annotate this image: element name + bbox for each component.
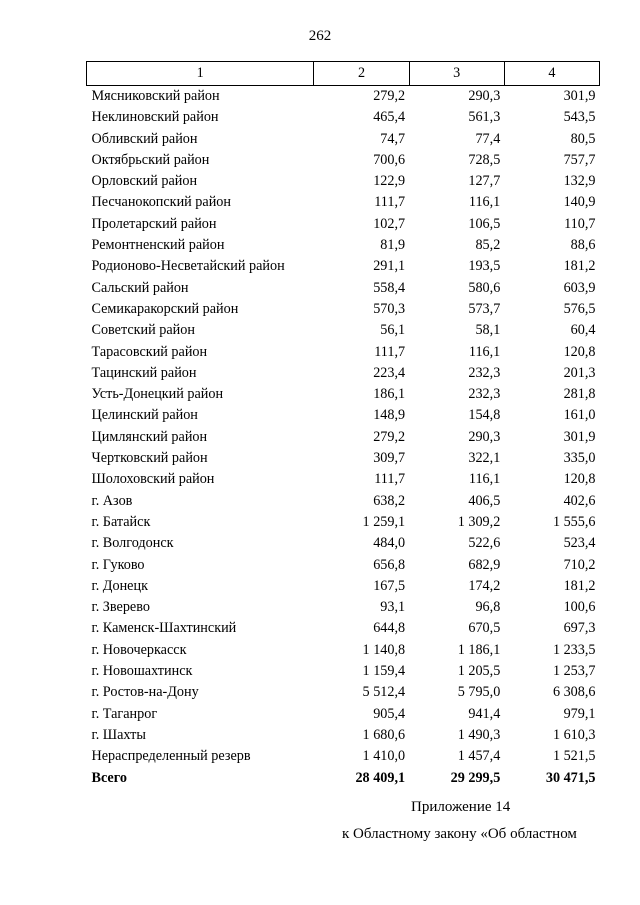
row-name: Цимлянский район (91, 428, 208, 445)
row-value-col-3: 96,8 (475, 599, 501, 616)
row-value-col-4: 181,2 (563, 258, 596, 275)
row-value-col-2: 279,2 (373, 428, 406, 445)
total-value-col-2: 28 409,1 (355, 769, 406, 786)
row-value-col-2: 74,7 (380, 130, 406, 147)
row-name: г. Донецк (91, 577, 148, 594)
row-value-col-3: 106,5 (468, 215, 501, 232)
table-row (87, 597, 600, 618)
table-row (87, 512, 600, 533)
row-value-col-3: 232,3 (468, 386, 501, 403)
row-value-col-2: 279,2 (373, 88, 406, 104)
table-row (87, 491, 600, 512)
table-row (87, 256, 600, 277)
row-name: Тацинский район (91, 364, 197, 381)
row-value-col-3: 561,3 (468, 109, 501, 126)
row-value-col-4: 301,9 (563, 88, 596, 104)
table-row (87, 427, 600, 448)
row-value-col-3: 728,5 (468, 151, 501, 168)
row-name: г. Новошахтинск (91, 663, 193, 680)
row-name: г. Батайск (91, 513, 151, 530)
row-name: г. Зверево (91, 599, 150, 616)
row-name: Тарасовский район (91, 343, 208, 360)
table-row (87, 448, 600, 469)
row-value-col-3: 670,5 (468, 620, 501, 637)
row-value-col-4: 301,9 (563, 428, 596, 445)
header-col-4: 4 (504, 62, 599, 86)
row-value-col-2: 93,1 (380, 599, 406, 616)
row-value-col-4: 60,4 (570, 322, 596, 339)
row-value-col-2: 1 410,0 (362, 748, 406, 765)
row-name: Советский район (91, 322, 195, 339)
row-value-col-2: 1 140,8 (362, 641, 406, 658)
row-value-col-2: 656,8 (373, 556, 406, 573)
row-name: г. Новочеркасск (91, 641, 187, 658)
row-value-col-4: 6 308,6 (552, 684, 596, 701)
table-row (87, 618, 600, 639)
row-value-col-3: 232,3 (468, 364, 501, 381)
row-value-col-3: 116,1 (468, 194, 501, 211)
row-value-col-4: 1 253,7 (552, 663, 596, 680)
row-value-col-2: 5 512,4 (362, 684, 406, 701)
table-row (87, 171, 600, 192)
table-row (87, 725, 600, 746)
row-value-col-3: 116,1 (468, 343, 501, 360)
row-value-col-2: 111,7 (374, 471, 406, 488)
row-name: Целинский район (91, 407, 198, 424)
row-name: г. Таганрог (91, 705, 158, 722)
row-value-col-4: 1 610,3 (552, 726, 596, 743)
row-value-col-2: 111,7 (374, 343, 406, 360)
row-value-col-2: 638,2 (373, 492, 406, 509)
row-value-col-2: 167,5 (373, 577, 406, 594)
row-name: Чертковский район (91, 450, 208, 467)
row-value-col-3: 127,7 (468, 173, 501, 190)
row-name: г. Каменск-Шахтинский (91, 620, 237, 637)
row-name: Ремонтненский район (91, 237, 225, 254)
row-value-col-3: 682,9 (468, 556, 501, 573)
row-value-col-3: 290,3 (468, 428, 501, 445)
table-row (87, 405, 600, 426)
row-name: Песчанокопский район (91, 194, 231, 211)
row-name: Шолоховский район (91, 471, 215, 488)
row-value-col-2: 644,8 (373, 620, 406, 637)
row-value-col-2: 148,9 (373, 407, 406, 424)
row-value-col-4: 120,8 (563, 471, 596, 488)
row-value-col-4: 603,9 (563, 279, 596, 296)
row-value-col-2: 905,4 (373, 705, 406, 722)
table-row (87, 86, 600, 108)
row-value-col-4: 1 233,5 (552, 641, 596, 658)
row-name: Мясниковский район (91, 88, 220, 104)
table-row (87, 129, 600, 150)
row-value-col-3: 580,6 (468, 279, 501, 296)
header-col-3: 3 (409, 62, 504, 86)
row-value-col-3: 290,3 (468, 88, 501, 104)
row-name: Обливский район (91, 130, 198, 147)
row-value-col-2: 1 680,6 (362, 726, 406, 743)
table-row (87, 150, 600, 171)
row-value-col-4: 335,0 (563, 450, 596, 467)
row-value-col-2: 122,9 (373, 173, 406, 190)
row-name: г. Гуково (91, 556, 145, 573)
row-value-col-3: 522,6 (468, 535, 501, 552)
table-row (87, 342, 600, 363)
row-value-col-4: 120,8 (563, 343, 596, 360)
row-value-col-3: 85,2 (475, 237, 501, 254)
row-name: г. Азов (91, 492, 133, 509)
row-name: Нераспределенный резерв (91, 748, 251, 765)
table-row (87, 469, 600, 490)
row-value-col-3: 174,2 (468, 577, 501, 594)
row-value-col-4: 161,0 (563, 407, 596, 424)
total-label: Всего (91, 769, 127, 786)
total-value-col-4: 30 471,5 (545, 769, 596, 786)
table-row (87, 192, 600, 213)
row-name: Орловский район (91, 173, 198, 190)
row-value-col-3: 1 490,3 (457, 726, 501, 743)
row-value-col-4: 80,5 (570, 130, 596, 147)
row-value-col-4: 979,1 (563, 705, 596, 722)
row-value-col-3: 1 186,1 (457, 641, 501, 658)
appendix-title: Приложение 14 (411, 799, 511, 815)
row-value-col-2: 570,3 (373, 300, 406, 317)
table-row (87, 235, 600, 256)
row-value-col-3: 573,7 (468, 300, 501, 317)
table-row (87, 299, 600, 320)
table-body (87, 86, 600, 768)
table-row (87, 555, 600, 576)
header-col-1: 1 (87, 62, 314, 86)
row-name: г. Волгодонск (91, 535, 174, 552)
table-row (87, 661, 600, 682)
row-value-col-4: 710,2 (563, 556, 596, 573)
table-row (87, 533, 600, 554)
row-value-col-3: 5 795,0 (457, 684, 501, 701)
row-value-col-4: 697,3 (563, 620, 596, 637)
row-value-col-4: 543,5 (563, 109, 596, 126)
row-value-col-2: 56,1 (380, 322, 406, 339)
table-row (87, 704, 600, 725)
row-value-col-2: 1 259,1 (362, 513, 406, 530)
row-value-col-4: 757,7 (563, 151, 596, 168)
row-value-col-4: 201,3 (563, 364, 596, 381)
table-row (87, 682, 600, 703)
row-name: Семикаракорский район (91, 300, 239, 317)
row-value-col-2: 465,4 (373, 109, 406, 126)
row-value-col-2: 700,6 (373, 151, 406, 168)
row-value-col-3: 116,1 (468, 471, 501, 488)
row-value-col-2: 484,0 (373, 535, 406, 552)
table-row (87, 384, 600, 405)
row-value-col-3: 1 309,2 (457, 513, 501, 530)
row-value-col-4: 140,9 (563, 194, 596, 211)
row-value-col-3: 941,4 (468, 705, 501, 722)
row-name: г. Ростов-на-Дону (91, 684, 199, 701)
row-name: Пролетарский район (91, 215, 217, 232)
row-value-col-2: 111,7 (374, 194, 406, 211)
table-total-row (87, 768, 600, 789)
table-header-row (87, 62, 600, 86)
row-value-col-3: 1 457,4 (457, 748, 501, 765)
row-value-col-2: 558,4 (373, 279, 406, 296)
header-col-2: 2 (314, 62, 409, 86)
table-row (87, 640, 600, 661)
row-value-col-4: 181,2 (563, 577, 596, 594)
row-name: Родионово-Несветайский район (91, 258, 285, 275)
row-value-col-2: 102,7 (373, 215, 406, 232)
appendix-subtitle: к Областному закону «Об областном (342, 826, 577, 842)
total-value-col-3: 29 299,5 (450, 769, 501, 786)
table-row (87, 107, 600, 128)
row-value-col-3: 58,1 (475, 322, 501, 339)
row-name: Усть-Донецкий район (91, 386, 224, 403)
row-value-col-4: 88,6 (570, 237, 596, 254)
row-value-col-3: 1 205,5 (457, 663, 501, 680)
row-value-col-4: 110,7 (564, 215, 596, 232)
row-value-col-2: 223,4 (373, 364, 406, 381)
row-value-col-4: 576,5 (563, 300, 596, 317)
table-row (87, 320, 600, 341)
row-value-col-2: 309,7 (373, 450, 406, 467)
row-value-col-4: 100,6 (563, 599, 596, 616)
row-name: Неклиновский район (91, 109, 219, 126)
row-value-col-3: 322,1 (468, 450, 501, 467)
row-value-col-4: 1 555,6 (552, 513, 596, 530)
page-number: 262 (308, 28, 332, 44)
row-value-col-2: 291,1 (373, 258, 406, 275)
row-value-col-4: 132,9 (563, 173, 596, 190)
table-row (87, 363, 600, 384)
budget-table (86, 61, 600, 789)
row-name: г. Шахты (91, 726, 146, 743)
row-value-col-4: 402,6 (563, 492, 596, 509)
row-value-col-4: 523,4 (563, 535, 596, 552)
row-value-col-2: 186,1 (373, 386, 406, 403)
row-value-col-2: 81,9 (380, 237, 406, 254)
row-value-col-3: 193,5 (468, 258, 501, 275)
row-value-col-3: 77,4 (475, 130, 501, 147)
row-value-col-3: 154,8 (468, 407, 501, 424)
table-row (87, 278, 600, 299)
row-value-col-4: 1 521,5 (552, 748, 596, 765)
row-name: Октябрьский район (91, 151, 210, 168)
row-value-col-3: 406,5 (468, 492, 501, 509)
row-name: Сальский район (91, 279, 189, 296)
table-row (87, 214, 600, 235)
table-row (87, 576, 600, 597)
table-row (87, 746, 600, 767)
row-value-col-4: 281,8 (563, 386, 596, 403)
row-value-col-2: 1 159,4 (362, 663, 406, 680)
